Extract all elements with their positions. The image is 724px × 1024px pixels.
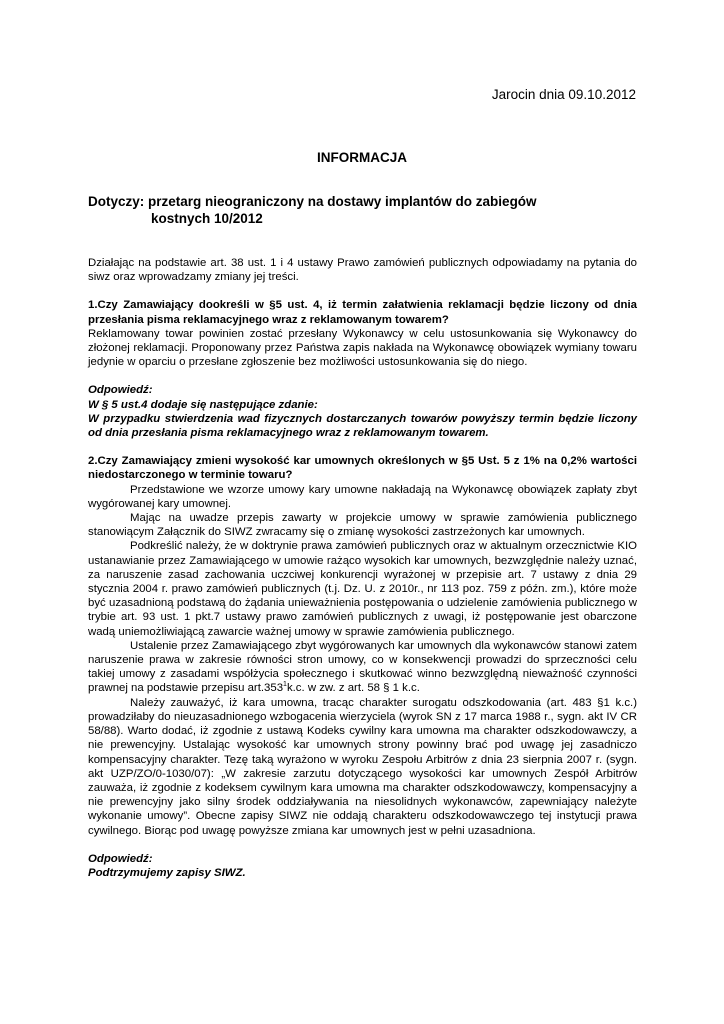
question-2-paragraph-1: Przedstawione we wzorze umowy kary umowne nakładają na Wykonawcę obowiązek zapłaty zbyt wygórowanej kary umownej. xyxy=(88,483,637,510)
paragraph-4-part-b: k.c. w zw. z art. 58 § 1 k.c. xyxy=(286,682,420,695)
document-title: INFORMACJA xyxy=(317,150,407,165)
question-2-paragraph-3: Podkreślić należy, że w doktrynie prawa zamówień publicznych oraz w aktualnym orzecznictwie KIO ustanawianie przez Zamawiającego w umowie rażąco wysokich kar umownych, bezwzględnie należy uznać, za naruszenie zasad zachowania uczciwej konkurencji wyrażonej w przepisie art. 7 ustawy z dnia 29 stycznia 2004 r. prawo zamówień publicznych (t.j. Dz. U. z 2010r., nr 113 poz. 759 z późn. zm.), które może być uzasadnioną podstawą do żądania unieważnienia postępowania o udzielenie zamówienia publicznego w trybie art. 93 ust. 1 pkt.7 ustawy prawo zamówień publicznych z uwagi, iż postępowanie jest obarczone wadą uniemożliwiającą zawarcie ważnej umowy w sprawie zamówienia publicznego. xyxy=(88,540,637,638)
subject-line-1: Dotyczy: przetarg nieograniczony na dostawy implantów do zabiegów xyxy=(88,194,537,209)
question-2: 2.Czy Zamawiający zmieni wysokość kar umownych określonych w §5 Ust. 5 z 1% na 0,2% wartości niedostarczonego w terminie towaru? xyxy=(88,455,637,482)
article-superscript: 1 xyxy=(283,681,287,689)
answer-2-label: Odpowiedź: xyxy=(88,852,153,865)
question-2-paragraph-5: Należy zauważyć, iż kara umowna, tracąc charakter surogatu odszkodowania (art. 483 §1 k.c.) prowadziłaby do nieuzasadnionego wzbogacenia wierzyciela (wyrok SN z 17 marca 1988 r., sygn. akt IV CR 58/88). Warto dodać, iż zgodnie z ustawą Kodeks cywilny kara umowna ma charakter odszkodowawczy, a nie prewencyjny. Ustalając wysokość kar umownych strony powinny brać pod uwagę jej zasadniczo kompensacyjny charakter. Tezę taką wyrażono w wyroku Zespołu Arbitrów z dnia 23 sierpnia 2007 r. (sygn. akt UZP/ZO/0-1030/07): „W zakresie zarzutu dotyczącego wysokości kar umownych Zespół Arbitrów zauważa, iż zgodnie z kodeksem cywilnym kara umowna ma charakter odszkodowawczy, kompensacyjny a nie prewencyjny jako silny środek oddziaływania na niesolidnych wykonawców, zapewniający należyte wykonanie umowy”. Obecne zapisy SIWZ nie oddają charakteru odszkodowawczego tej instytucji prawa cywilnego. Biorąc pod uwagę powyższe zmiana kar umownych jest w pełni uzasadniona. xyxy=(88,696,637,837)
answer-1-line-1: W § 5 ust.4 dodaje się następujące zdanie: xyxy=(88,398,318,411)
paragraph-4-part-a: Ustalenie przez Zamawiającego zbyt wygórowanych kar umownych dla wykonawców stanowi zatem naruszenie prawa w zakresie równości stron umowy, co w konsekwencji prowadzi do sprzeczności celu takiej umowy z zasadami współżycia społecznego i skutkować winno bezwzględną nieważność czynności prawnej na podstawie przepisu art.353 xyxy=(88,639,637,695)
question-1-text: Reklamowany towar powinien zostać przesłany Wykonawcy w celu ustosunkowania się Wykonawcy do złożonej reklamacji. Proponowany przez Państwa zapis nakłada na Wykonawcę obowiązek wymiany towaru jedynie w oparciu o przesłane zgłoszenie bez możliwości ustosunkowania się do niego. xyxy=(88,327,637,369)
question-2-paragraph-2: Mając na uwadze przepis zawarty w projekcie umowy w sprawie zamówienia publicznego stanowiącym Załącznik do SIWZ zwracamy się o zmianę wysokości zastrzeżonych kar umownych. xyxy=(88,512,637,539)
subject-line-2: kostnych 10/2012 xyxy=(151,211,263,226)
intro-paragraph: Działając na podstawie art. 38 ust. 1 i 4 ustawy Prawo zamówień publicznych odpowiadamy na pytania do siwz oraz wprowadzamy zmiany jej treści. xyxy=(88,257,637,284)
document-body xyxy=(88,256,637,880)
answer-2-text: Podtrzymujemy zapisy SIWZ. xyxy=(88,866,246,879)
question-2-paragraph-4 xyxy=(88,639,637,696)
question-1: 1.Czy Zamawiający dookreśli w §5 ust. 4, iż termin załatwienia reklamacji będzie liczony od dnia przesłania pisma reklamacyjnego wraz z reklamowanym towarem? xyxy=(88,299,637,326)
answer-1-label: Odpowiedź: xyxy=(88,384,153,397)
answer-1-line-2: W przypadku stwierdzenia wad fizycznych dostarczanych towarów powyższy termin będzie liczony od dnia przesłania pisma reklamacyjnego wraz z reklamowanym towarem. xyxy=(88,412,637,440)
subject-heading xyxy=(88,193,648,227)
document-date: Jarocin dnia 09.10.2012 xyxy=(491,87,636,102)
